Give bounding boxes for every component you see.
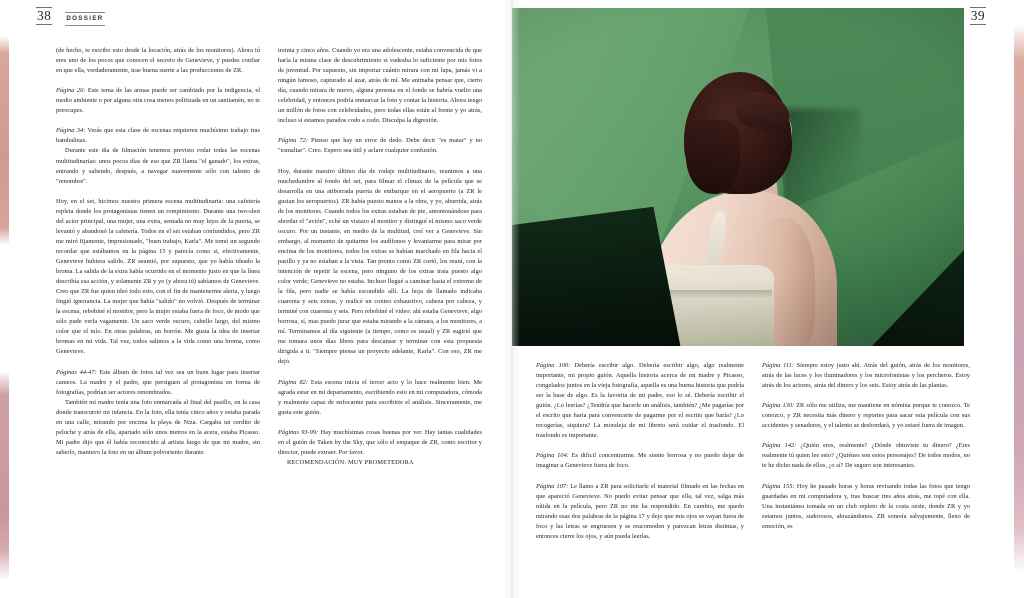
folio-left: 38 xyxy=(37,8,52,23)
body-paragraph: Página 155: Hoy he pasado horas y horas revisando todas las fotos que tengo guardadas en mi computadora y, tras buscar tres años atrás, me topé con ella. Una instantánea tomada en un club repleto de la costa oeste, donde ZR y yo estamos juntos, sudorosos, abrazándonos. ZR sonreía salvajemente, lleno de emoción, es xyxy=(762,482,970,530)
page-reference-lead: Página 155: xyxy=(762,482,795,490)
body-paragraph: Página 26: Este tema de las armas puede ser cambiado por la indigencia, el medio ambiente o por alguna otra cosa menos politizada en un santiamén, no te preocupes. xyxy=(56,87,260,115)
body-paragraph: Páginas 44-47: Este álbum de fotos tal vez sea un buen lugar para insertar cameos. La madre y el padre, que persiguen al protagonista en forma de fotografías, podrían ser actores renombrados. xyxy=(56,368,260,396)
page-reference-lead: Página 111: xyxy=(762,362,794,369)
body-paragraph: Página 72: Pienso que hay un error de dedo. Debe decir "es matar" y no "esmaltar". Creo. Espero sea útil y aclare cualquier confusión. xyxy=(278,137,482,155)
page-reference-lead: Páginas 93-99: xyxy=(278,428,319,436)
body-paragraph: Página 111: Siempre estoy justo ahí. Atrás del guión, atrás de los monitores, atrás de las luces y los iluminadores y los microfonistas y los percheros. Estoy atrás de los actores, atrás del dinero y los sets. Estoy atrás de las plantas. xyxy=(762,362,970,390)
page-edge-right xyxy=(1014,0,1024,598)
page-reference-lead: Página 107: xyxy=(536,482,569,490)
left-page-column-2 xyxy=(278,46,482,468)
left-page-column-1 xyxy=(56,46,260,468)
body-paragraph: (de hecho, te escribo esto desde la locación, atrás de los monitores). Ahora tú eres uno de los pocos que conocen el secreto de Genevieve, y puedes confiar en que ella, verdaderamente, trae buena suerte a las producciones de ZR. xyxy=(56,47,260,75)
body-paragraph: Página 142: ¿Quién eres, realmente? ¿Dónde obtuviste tu dinero? ¿Eres realmente tú quien lee esto? ¿Quiénes son estos personajes? De todos modos, no te he dicho nada de ellos, ¿o sí? De seguro son interesantes. xyxy=(762,442,971,470)
recommendation-line: RECOMENDACIÓN: MUY PROMETEDORA xyxy=(287,458,414,466)
page-edge-left xyxy=(0,0,9,598)
folio-right: 39 xyxy=(970,8,985,23)
body-paragraph: Página 107: Le llamo a ZR para solicitarle el material filmado en las fechas en que apareció Genevieve. No puedo evitar pensar que ella, tal vez, salga más nítida en la película, pero ZR no me ha respondido. En cambio, me quedo mirando esas dos palabras de la página 17 y dejo que mis ojos se vayan fuera de foco y las letras se engruesen y se reacomoden y parezcan letras distintas, y entonces cierre los ojos, y aún pueda leerlas. xyxy=(536,482,744,540)
left-page-columns xyxy=(56,46,481,468)
body-paragraph: treinta y cinco años. Cuando yo era una adolescente, estaba convencida de que haría la misma clase de descubrimiento si vadeaba lo suficiente por mis fotos de juventud. Por supuesto, sin importar cuánto mirara con mi lupa, jamás vi a ningún famoso, capturado al azar, atrás de mí. Me animaba pensar que, cierto día, cuando mirara de nuevo, alguna persona en el fondo se habría vuelto una celebridad, y entonces podría enmarcar la foto y contar la historia. Ahora tengo un millón de fotos con celebridades, pero todas ellas están al frente y yo atrás, incluso si estamos parados codo a codo. Disculpa la digresión. xyxy=(278,47,482,125)
body-paragraph: Página 130: ZR sólo me utiliza, me mantiene en nómina porque te conozco. Te conozco, y ZR necesita más dinero y reportes para sacar esta película con sus accidentes y senadores, y el talento se desbordará, y yo estaré fuera de imagen. xyxy=(762,402,971,430)
body-paragraph: Páginas 93-99: Hay muchísimas cosas buenas por ver. Hay tantas cualidades en el guión de Taken by the Sky, que sólo el empaque de ZR, como escritor y director, puede extraer. Por favor. xyxy=(278,428,482,456)
body-paragraph: Página 104: Es difícil concentrarme. Me siento borrosa y no puedo dejar de imaginar a Genevieve fuera de foco. xyxy=(536,452,744,470)
page-reference-lead: Página 100: xyxy=(536,362,571,369)
page-reference-lead: Página 72: xyxy=(278,137,309,145)
page-reference-lead: Página 130: xyxy=(762,402,795,410)
body-paragraph: Hoy, en el set, hicimos nuestra primera escena multitudinaria: una cafetería repleta donde los protagonistas tienen un rompimiento. Durante una two-shot del actor principal, una mujer, una extra, sentada no muy lejos de la puerta, se levantó y abandonó la cafetería. Todos en el set estaban confundidos, pero ZR me miró fijamente, impresionado, "buen trabajo, Karla". Me tomó un segundo recordar que estábamos en la página 15 y parecía como si, efectivamente, Genevieve hubiera salido. ZR asumió, por supuesto, que yo había ideado la broma. La salida de la extra había ocurrido en el momento justo en que la línea describía esa acción, y solamente ZR y yo (y ahora tú) sabíamos de Genevieve. Creo que ZR fue quien ideó todo esto, con el fin de mantenerme alerta, y luego fingió ignorancia. La mujer que había "salido" no volvió. Después de terminar la escena, rebobiné el monitor, pero la mujer estaba fuera de foco, de modo que sólo pude verla vagamente. Un saco verde oscuro, cabello largo, del mismo color que el mío. En otras palabras, un borrón. Me gusta la idea de insertar bromas en mi vida. Tal vez, todos salimos a la vida como una broma, como Genevieve. xyxy=(56,197,260,356)
body-paragraph: Página 82: Esta escena inicia el tercer acto y lo hace realmente bien. Me agrada estar en mi departamento, escribiendo esto en mi computadora, cómoda y realmente capaz de enfocarme para escribirte el análisis. Sinceramente, me gusta este guión. xyxy=(278,378,482,416)
page-reference-lead: Página 82: xyxy=(278,378,308,386)
page-reference-lead: Página 34: xyxy=(56,127,86,135)
right-page-column-2 xyxy=(762,361,970,542)
photo-credit-line-3 xyxy=(994,0,1000,56)
section-title-left: DOSSIER xyxy=(65,12,104,26)
photo-credit-line-2 xyxy=(1001,0,1007,56)
body-paragraph: Página 34: Verás que esta clase de escenas requieren muchísimo trabajo tras bambalinas. xyxy=(56,127,261,145)
photograph-figure xyxy=(512,8,964,346)
page-reference-lead: Páginas 44-47: xyxy=(56,368,97,376)
photo-film-grain xyxy=(512,8,964,346)
right-page-column-1 xyxy=(536,361,744,542)
photo-credit xyxy=(994,0,1013,56)
page-reference-lead: Página 142: xyxy=(762,442,797,450)
running-head-left xyxy=(36,7,105,26)
page-reference-lead: Página 26: xyxy=(56,87,86,95)
photograph-image xyxy=(512,8,964,346)
photo-credit-line-1 xyxy=(1007,0,1013,56)
right-page-columns xyxy=(536,361,996,542)
body-paragraph: Durante este día de filmación tenemos previsto rodar todas las escenas multitudinarias: unos pocos días de eso que ZR llama "el ganado", los extras, entrando y saliendo, después, a navegar suavemente sólo con talento de "renombre". xyxy=(56,147,260,185)
body-paragraph: Hoy, durante nuestro último día de rodaje multitudinario, reunimos a una muchedumbre al fondo del set, para filmar el clímax de la película que se desarrolla en una atiborrada puerta de embarque en el aeropuerto (a ZR le gustan los aeropuertos). ZR había puesto manos a la obra, y yo, aburrida, atrás de los monitores. Cuando todos los extras estaban de pie, amontonándose para abordar el "avión", eché un vistazo al monitor y distinguí el mismo saco verde oscuro. Por un instante, en medio de la multitud, creí ver a Genevieve. Sin embargo, al momento de quitarme los audífonos y levantarme para mirar por encima de los monitores, todos los extras se habían marchado en fila hacia el pasillo y ya no estaban a la vista. Tan pronto como ZR cortó, los reuní, con la intención de repetir la escena, pero ninguno de los extras traía puesto algo color verde; Genevieve no estaba. Incluso llegué a caminar hasta el extremo de la fila, pero nadie se había escondido allí. La hoja de llamado indicaba cuarenta y seis extras, y realicé un conteo exhaustivo, cabeza por cabeza, y terminé con cuarenta y seis. Pero rebobiné el video: ahí estaba Genevieve, algo borrosa, sí, mas puedo jurar que estaba mirando a la cámara, a los monitores, a mí. Terminamos al día siguiente (a tiempo, como es usual) y ZR sugirió que me tomara unos días libres para descansar y terminar con esta propuesta dirigida a ti. "Siempre piensa un proyecto adelante, Karla". Con eso, ZR me dejó. xyxy=(278,167,482,366)
body-paragraph: También mi madre tenía una foto enmarcada al final del pasillo, en la casa donde transcurrió mi infancia. En la foto, ella tenía cinco años y estaba parada en una calle, mirando por encima la playa de Niza. Cargaba un cerdito de peluche y atrás de ella, apartado sólo unos metros en la acera, estaba Picasso. Mi padre dijo que él había reconocido al artista luego de que mi madre, sin saberlo, mantuvo la foto en un álbum polvoriento durante xyxy=(56,398,260,456)
body-paragraph: Página 100: Debería escribir algo. Debería escribir algo, algo realmente importante, mi propio guión. Aquella historia acerca de mi madre y Picasso, congelados juntos en la vieja fotografía, aquella es una buena historia que podría ser la base de algo. Es la favorita de mi padre, eso lo sé. Debería escribir el guión. ¿Lo leerías? ¿Tendría que hacerle un análisis, también? ¿Me pagarías por el escrito que haría para convencerte de pagarme por el escrito que haría? ¿Lo recogerías, siquiera? La moraleja de mi libreto será cuidar el trasfondo. El trasfondo es importante. xyxy=(536,362,744,440)
page-reference-lead: Página 104: xyxy=(536,452,569,460)
